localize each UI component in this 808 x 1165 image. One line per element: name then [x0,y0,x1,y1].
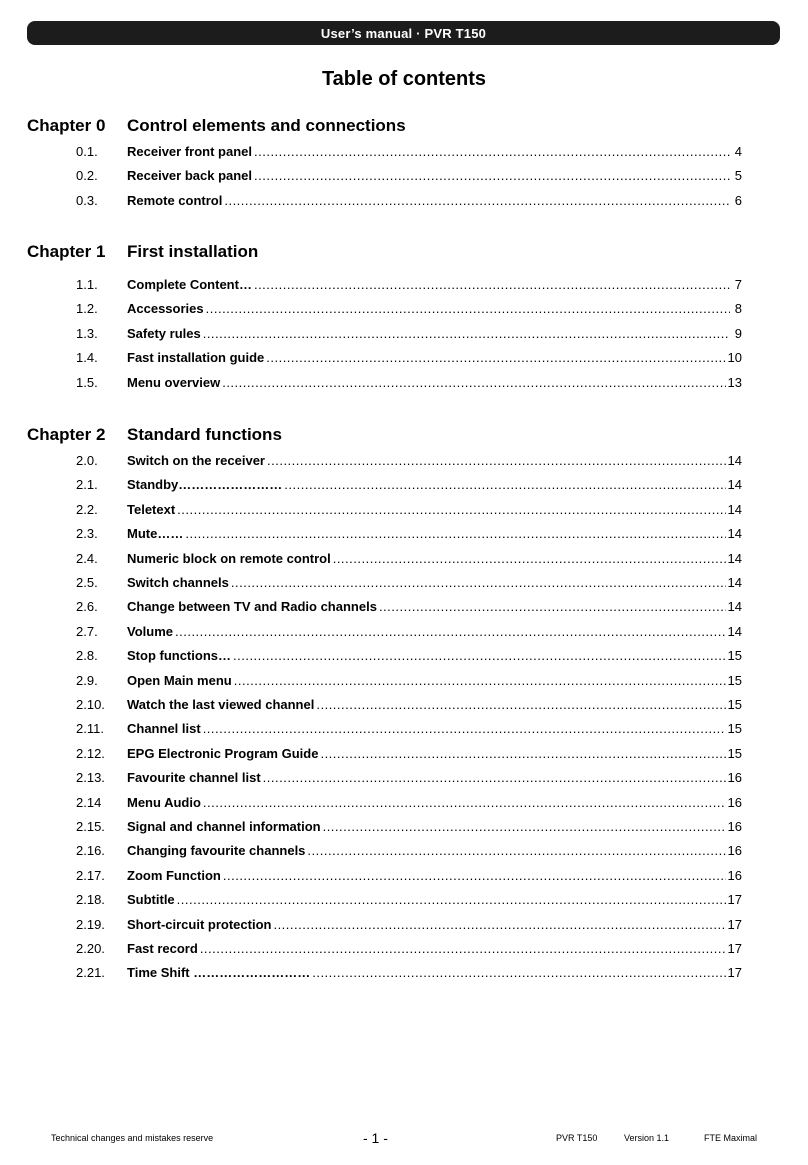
toc-entry[interactable] [76,168,742,186]
toc-entry[interactable] [76,795,742,813]
toc-entry-number: 2.18. [76,892,105,908]
toc-entry-page: 14 [727,453,742,468]
toc-entry-label: Mute…… [127,526,184,542]
toc-entry[interactable] [76,819,742,837]
toc-entry-line [127,277,742,292]
toc-entry-line [127,375,742,390]
toc-entry-line [127,941,742,956]
dot-leader [185,526,725,541]
toc-entry[interactable] [76,892,742,910]
toc-entry-page: 16 [727,770,742,786]
toc-entry[interactable] [76,673,742,691]
toc-entry[interactable] [76,193,742,211]
toc-entry-page: 16 [727,843,742,859]
toc-entry-line [127,551,742,566]
toc-entry-line [127,843,742,858]
toc-entry-line [127,477,742,492]
toc-entry-page: 17 [727,965,742,981]
toc-entry-label: Teletext [127,501,176,517]
toc-entry-number: 2.4. [76,550,98,566]
toc-entry-page: 10 [727,350,742,366]
dot-leader [254,277,730,292]
toc-entry-label: Stop functions… [127,648,231,664]
toc-entry-label: Channel list [127,721,201,737]
toc-entry-page: 15 [727,721,742,737]
toc-entry-page: 14 [727,575,742,590]
toc-entry[interactable] [76,868,742,886]
dot-leader [234,673,726,688]
toc-entry[interactable] [76,917,742,935]
toc-entry-label: Zoom Function [127,867,221,883]
toc-entry-line [127,301,742,316]
toc-entry-line [127,526,742,541]
toc-entry[interactable] [76,648,742,666]
toc-entry[interactable] [76,301,742,319]
toc-entry-page: 14 [727,477,742,493]
toc-entry-page: 7 [734,277,742,292]
toc-entry-page: 17 [727,892,742,908]
toc-entry[interactable] [76,843,742,861]
toc-entry-number: 2.19. [76,916,105,932]
toc-entry-label: Remote control [127,192,223,208]
dot-leader [266,350,725,365]
chapter-number: Chapter 1 [27,242,106,261]
toc-entry-page: 15 [727,745,742,761]
toc-entry-line [127,599,742,614]
chapter-heading [27,242,787,264]
page-title: Table of contents [321,68,487,90]
toc-entry[interactable] [76,624,742,642]
toc-entry[interactable] [76,697,742,715]
toc-entry-line [127,819,742,834]
toc-entry-page: 17 [727,941,742,956]
header-bar [27,21,780,45]
toc-entry-number: 2.13. [76,770,105,786]
toc-entry-label: Fast record [127,941,198,956]
toc-entry-number: 2.6. [76,599,98,615]
toc-entry-line [127,168,742,183]
dot-leader [233,648,726,663]
toc-entry-label: Switch channels [127,575,229,590]
dot-leader [231,575,726,590]
toc-entry-number: 1.1. [76,277,98,292]
chapter-heading [27,425,787,447]
chapter-number: Chapter 2 [27,425,106,444]
toc-entry-page: 14 [727,623,742,639]
dot-leader [177,892,726,907]
toc-entry-line [127,350,742,365]
toc-entry-line [127,770,742,785]
toc-entry-line [127,575,742,590]
toc-entry-label: Volume [127,623,173,639]
toc-entry-label: Watch the last viewed channel [127,697,315,712]
toc-entry-number: 1.5. [76,374,98,390]
toc-entry[interactable] [76,502,742,520]
toc-entry-line [127,624,742,639]
toc-entry-line [127,697,742,712]
toc-entry-page: 13 [727,374,742,390]
toc-entry-line [127,917,742,932]
toc-entry-number: 1.4. [76,350,98,366]
toc-entry-label: Signal and channel information [127,819,321,834]
toc-entry-number: 0.1. [76,144,98,159]
toc-entry-line [127,965,742,980]
toc-entry-number: 2.7. [76,623,98,639]
toc-entry-label: Accessories [127,301,204,317]
toc-entry-label: Complete Content… [127,277,252,292]
dot-leader [203,326,730,341]
dot-leader [333,551,726,566]
toc-entry-page: 6 [734,192,742,208]
toc-entry-number: 2.16. [76,843,105,859]
toc-entry-number: 1.2. [76,301,98,317]
toc-entry-number: 2.11. [76,721,104,737]
toc-entry-page: 16 [727,867,742,883]
toc-entry-label: Time Shift ……………………… [127,965,311,981]
dot-leader [223,868,726,883]
header-title: User’s manual · PVR T150 [320,25,487,41]
footer-version: Version 1.1 [624,1133,670,1143]
toc-entry[interactable] [76,746,742,764]
footer-disclaimer: Technical changes and mistakes reserve [51,1133,214,1143]
toc-entry-page: 9 [734,325,742,341]
toc-entry-page: 14 [727,526,742,542]
toc-entry-number: 2.2. [76,501,98,517]
toc-entry-line [127,453,742,468]
toc-entry[interactable] [76,326,742,344]
chapter-title: First installation [127,242,259,261]
toc-entry-label: Numeric block on remote control [127,550,331,566]
dot-leader [320,746,725,761]
toc-entry[interactable] [76,721,742,739]
toc-entry[interactable] [76,350,742,368]
toc-entry-page: 15 [727,648,742,664]
toc-entry[interactable] [76,941,742,959]
toc-entry-label: Receiver back panel [127,168,253,184]
chapter-title: Standard functions [127,425,282,444]
toc-entry-label: Menu Audio [127,794,201,810]
toc-entry[interactable] [76,453,742,471]
toc-entry-number: 2.21. [76,965,105,981]
toc-entry[interactable] [76,477,742,495]
toc-entry[interactable] [76,277,742,295]
toc-entry-label: Fast installation guide [127,350,265,366]
toc-entry-number: 2.8. [76,648,98,664]
toc-entry-label: Menu overview [127,374,221,390]
toc-entry-page: 15 [727,672,742,688]
dot-leader [177,502,725,517]
toc-entry-number: 2.20. [76,941,105,956]
toc-entry-number: 0.3. [76,192,98,208]
toc-entry[interactable] [76,375,742,393]
dot-leader [254,144,730,159]
toc-entry-line [127,868,742,883]
dot-leader [200,941,726,956]
toc-entry-label: Subtitle [127,892,175,908]
toc-entry-line [127,326,742,341]
toc-entry-number: 2.5. [76,575,98,590]
toc-entry-number: 2.17. [76,867,105,883]
toc-entry[interactable] [76,575,742,593]
toc-entry-number: 2.0. [76,453,98,468]
toc-entry-number: 2.14 [76,794,102,810]
toc-entry-page: 4 [734,144,742,159]
chapter-heading [27,116,787,138]
dot-leader [254,168,730,183]
dot-leader [323,819,726,834]
toc-entry-label: Changing favourite channels [127,843,306,859]
toc-entry-line [127,193,742,208]
chapter-title: Control elements and connections [127,116,406,135]
toc-entry-page: 14 [727,501,742,517]
toc-entry-line [127,721,742,736]
toc-entry-number: 2.10. [76,697,105,712]
toc-entry-number: 2.9. [76,672,98,688]
toc-entry-number: 0.2. [76,168,98,184]
toc-entry-line [127,648,742,663]
toc-entry-page: 14 [727,550,742,566]
toc-entry-page: 8 [734,301,742,317]
dot-leader [307,843,725,858]
toc-entry-label: Open Main menu [127,672,232,688]
toc-entry-line [127,502,742,517]
toc-entry[interactable] [76,551,742,569]
toc-entry-page: 5 [734,168,742,184]
toc-entry-number: 2.15. [76,819,105,834]
dot-leader [203,721,726,736]
toc-entry-page: 15 [727,697,742,712]
toc-entry-line [127,144,742,159]
toc-entry[interactable] [76,526,742,544]
dot-leader [273,917,725,932]
dot-leader [284,477,725,492]
dot-leader [379,599,726,614]
toc-entry-label: Short-circuit protection [127,916,272,932]
toc-entry-page: 17 [727,916,742,932]
toc-entry[interactable] [76,599,742,617]
toc-entry-page: 14 [727,599,742,615]
chapter-number: Chapter 0 [27,116,106,135]
footer-model: PVR T150 [556,1133,598,1143]
toc-entry-line [127,892,742,907]
toc-entry-line [127,795,742,810]
toc-entry-label: Safety rules [127,325,201,341]
toc-entry-label: Change between TV and Radio channels [127,599,377,615]
dot-leader [312,965,725,980]
footer-page-number: - 1 - [363,1130,388,1146]
toc-entry-label: Receiver front panel [127,144,252,159]
dot-leader [175,624,726,639]
dot-leader [263,770,726,785]
dot-leader [222,375,725,390]
toc-entry-number: 2.1. [76,477,98,493]
toc-entry[interactable] [76,965,742,983]
dot-leader [267,453,726,468]
toc-entry-label: EPG Electronic Program Guide [127,745,319,761]
footer-brand: FTE Maximal [704,1133,758,1143]
toc-entry-label: Switch on the receiver [127,453,265,468]
toc-entry-page: 16 [727,819,742,834]
toc-entry[interactable] [76,770,742,788]
dot-leader [316,697,725,712]
toc-entry-page: 16 [727,794,742,810]
toc-entry-line [127,746,742,761]
toc-entry-number: 1.3. [76,325,98,341]
toc-entry[interactable] [76,144,742,162]
dot-leader [203,795,726,810]
toc-entry-number: 2.3. [76,526,98,542]
dot-leader [224,193,730,208]
toc-entry-label: Favourite channel list [127,770,261,786]
toc-entry-line [127,673,742,688]
dot-leader [206,301,730,316]
toc-entry-label: Standby…………………… [127,477,283,493]
toc-entry-number: 2.12. [76,745,105,761]
